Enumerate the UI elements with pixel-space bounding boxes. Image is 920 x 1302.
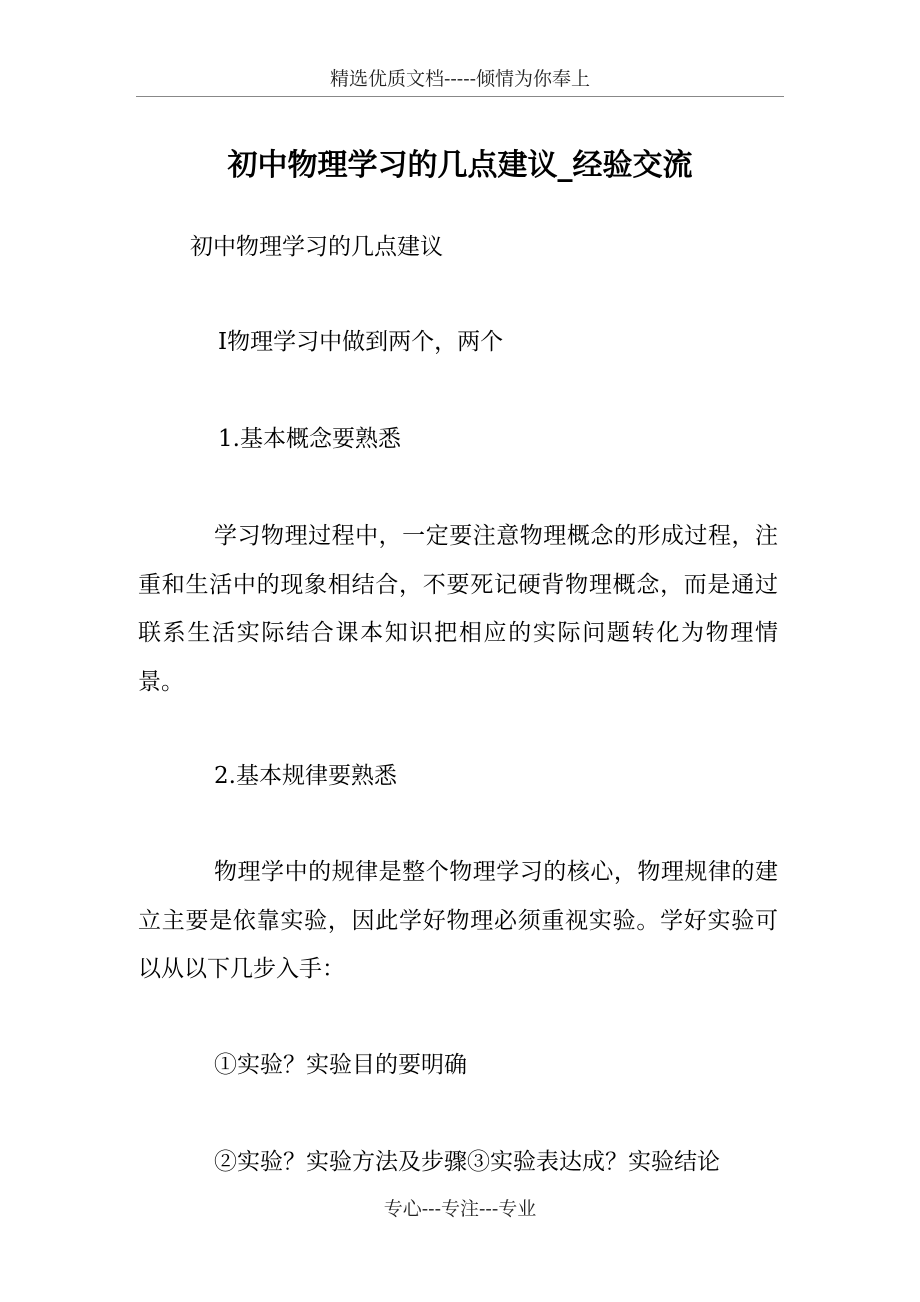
subtitle: 初中物理学习的几点建议 <box>190 234 443 260</box>
step-line-1: ①实验？实验目的要明确 <box>214 1052 467 1078</box>
page-footer: 专心---专注---专业 <box>383 1198 537 1220</box>
page-header: 精选优质文档-----倾情为你奉上 <box>136 64 784 97</box>
paragraph-concepts: 学习物理过程中，一定要注意物理概念的形成过程，注重和生活中的现象相结合，不要死记硬背物理概念，而是通过联系生活实际结合课本知识把相应的实际问题转化为物理情景。 <box>138 523 778 695</box>
document-title: 初中物理学习的几点建议_经验交流 <box>227 148 693 183</box>
item-heading-1: 1.基本概念要熟悉 <box>218 426 401 452</box>
paragraph-laws: 物理学中的规律是整个物理学习的核心，物理规律的建立主要是依靠实验，因此学好物理必须重视实验。学好实验可以从以下几步入手： <box>138 859 778 982</box>
section-heading-1: Ⅰ物理学习中做到两个，两个 <box>218 329 504 355</box>
item-heading-2: 2.基本规律要熟悉 <box>214 763 397 789</box>
step-line-2: ②实验？实验方法及步骤③实验表达成？实验结论 <box>214 1149 720 1175</box>
